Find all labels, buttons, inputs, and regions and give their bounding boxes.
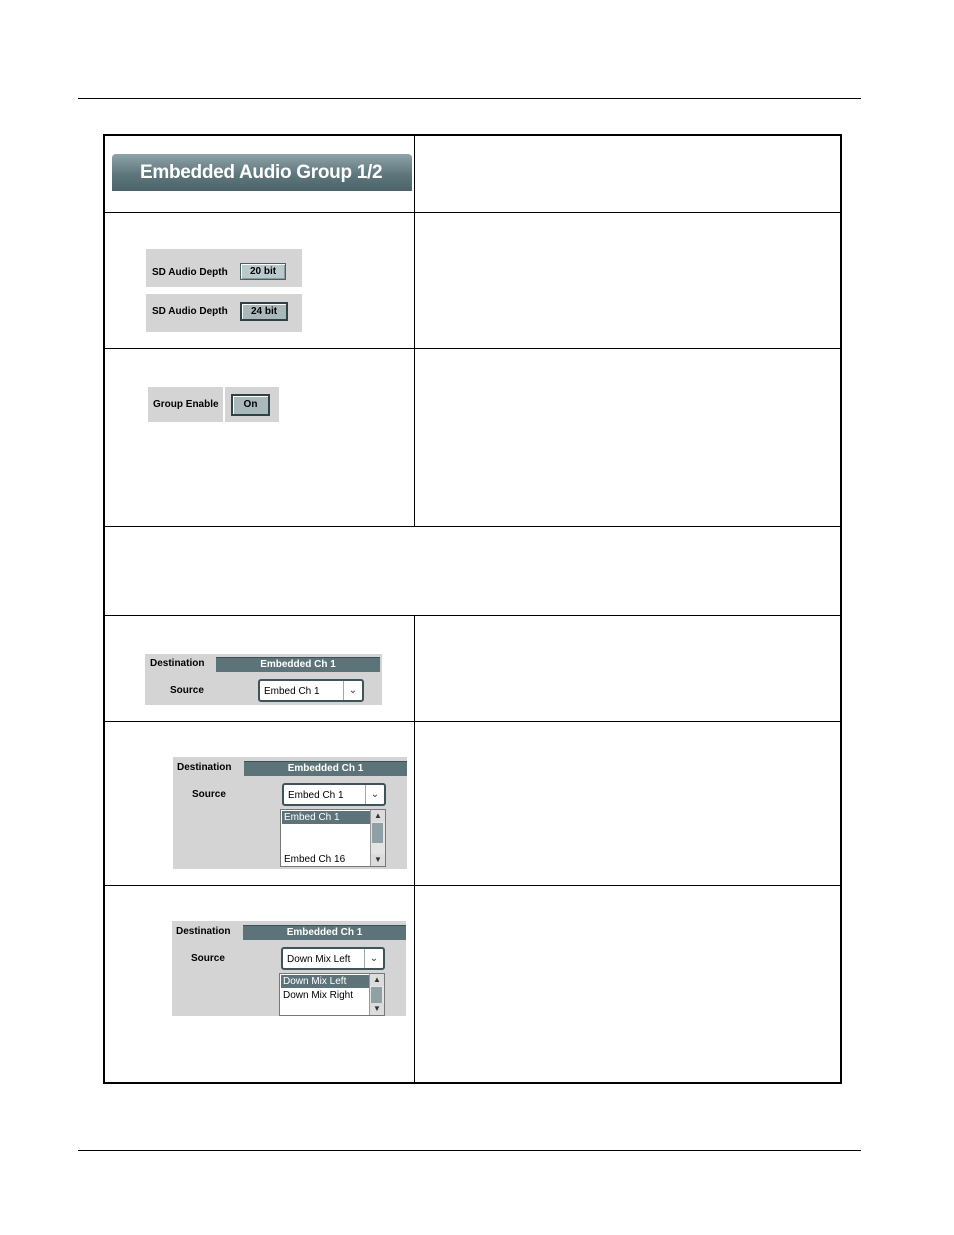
destination-label: Destination	[176, 926, 231, 937]
routing-panel-3	[172, 921, 406, 1016]
chevron-down-icon[interactable]: ⌄	[365, 785, 384, 804]
list-scrollbar[interactable]	[370, 810, 385, 866]
chevron-down-icon[interactable]: ⌄	[364, 949, 383, 968]
row-divider	[105, 526, 840, 527]
settings-table	[103, 134, 842, 1084]
sd-audio-depth-20bit-button[interactable]: 20 bit	[240, 263, 286, 280]
arrow-up-icon[interactable]: ▲	[370, 974, 384, 986]
group-enable-label-panel	[148, 387, 223, 422]
list-item[interactable]: Down Mix Left	[281, 975, 369, 988]
sd-audio-depth-24bit-button[interactable]: 24 bit	[240, 302, 288, 321]
sd-audio-depth-panel-20bit	[146, 249, 302, 287]
source-dropdown[interactable]	[281, 947, 385, 970]
embedded-audio-group-banner: Embedded Audio Group 1/2	[112, 154, 412, 191]
source-label: Source	[191, 953, 225, 964]
destination-label: Destination	[150, 658, 205, 669]
header-rule	[78, 98, 861, 99]
row-divider	[105, 721, 840, 722]
source-dropdown[interactable]	[282, 783, 386, 806]
scroll-thumb[interactable]	[372, 823, 383, 843]
source-dropdown-value: Down Mix Left	[287, 954, 351, 965]
sd-audio-depth-label: SD Audio Depth	[152, 267, 228, 278]
footer-rule	[78, 1150, 861, 1151]
row-divider	[105, 615, 840, 616]
list-item[interactable]: Embed Ch 16	[284, 854, 346, 865]
arrow-up-icon[interactable]: ▲	[371, 810, 385, 822]
row-divider	[105, 212, 840, 213]
sd-audio-depth-label: SD Audio Depth	[152, 306, 228, 317]
list-scrollbar[interactable]	[369, 974, 384, 1015]
source-label: Source	[192, 789, 226, 800]
source-dropdown-value: Embed Ch 1	[288, 790, 344, 801]
row-divider	[105, 348, 840, 349]
source-options-list[interactable]	[280, 809, 386, 867]
list-item[interactable]: Embed Ch 1	[282, 811, 370, 824]
list-item[interactable]: Down Mix Right	[283, 990, 354, 1001]
arrow-down-icon[interactable]: ▼	[370, 1003, 384, 1015]
sd-audio-depth-panel-24bit	[146, 294, 302, 332]
routing-panel-1	[145, 654, 382, 705]
source-options-list[interactable]	[279, 973, 385, 1016]
source-dropdown-value: Embed Ch 1	[264, 686, 320, 697]
source-dropdown[interactable]	[258, 679, 364, 702]
routing-panel-2	[173, 757, 407, 869]
destination-value: Embedded Ch 1	[244, 761, 407, 776]
destination-label: Destination	[177, 762, 232, 773]
group-enable-button-panel	[225, 387, 279, 422]
column-divider	[414, 615, 415, 1082]
group-enable-label: Group Enable	[153, 399, 219, 410]
chevron-down-icon[interactable]: ⌄	[343, 681, 362, 700]
destination-value: Embedded Ch 1	[243, 925, 406, 940]
row-divider	[105, 885, 840, 886]
column-divider	[414, 136, 415, 526]
group-enable-on-button[interactable]: On	[231, 394, 270, 416]
scroll-thumb[interactable]	[371, 987, 382, 1003]
arrow-down-icon[interactable]: ▼	[371, 854, 385, 866]
source-label: Source	[170, 685, 204, 696]
destination-value: Embedded Ch 1	[216, 657, 380, 672]
